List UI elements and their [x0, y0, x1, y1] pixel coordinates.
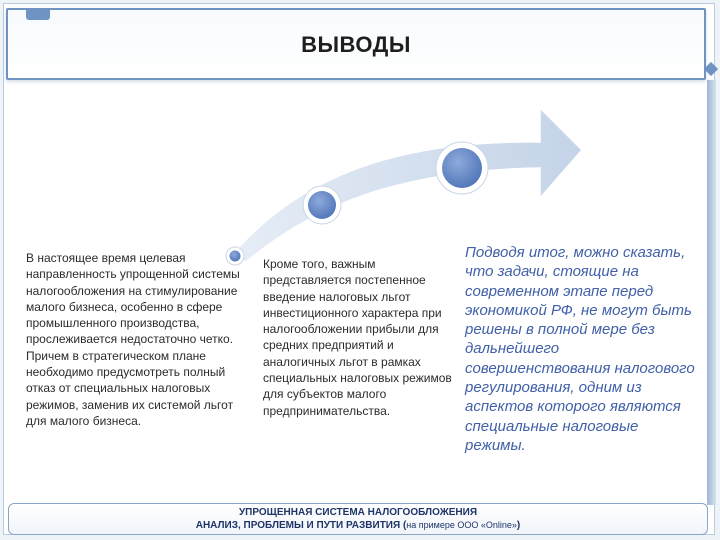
- curved-arrow-shape: [232, 108, 582, 262]
- conclusion-text-1: В настоящее время целевая направленность упрощенной системы налогообложения на стимулирование малого бизнеса, особенно в сфере промышленного производства, прослеживается недостаточно четко. Причем в стратегическом плане необходимо предусмотреть полный отказ от специальных налоговых режимов, заменив их системой льгот для малого бизнеса.: [26, 251, 240, 428]
- footer-subtitle-main: АНАЛИЗ, ПРОБЛЕМЫ И ПУТИ РАЗВИТИЯ: [195, 520, 401, 531]
- circle-icon: [442, 148, 482, 188]
- page-title: ВЫВОДЫ: [301, 32, 411, 57]
- arrow-point-2: [303, 186, 341, 224]
- conclusion-text-2: Кроме того, важным представляется постепенное введение налоговых льгот инвестиционного характера при налогообложении прибыли для средних предприятий и аналогичных льгот в рамках специальных налоговых режимов для субъектов малого предпринимательства.: [263, 257, 452, 418]
- footer-subtitle: [9, 519, 707, 532]
- circle-icon: [308, 191, 336, 219]
- footer-note: на примере ООО «Online»: [406, 520, 517, 530]
- conclusion-text-3: Подводя итог, можно сказать, что задачи, стоящие на современном этапе перед экономикой РФ, не могут быть решены в полной мере без дальнейшего совершенствования налогового регулирования, одним из аспектов которого являются специальные налоговые режимы.: [465, 244, 695, 454]
- footer-paren-open: (: [400, 520, 407, 531]
- footer-paren-close: ): [516, 520, 521, 531]
- arrow-point-3: [436, 142, 488, 194]
- footer-title: УПРОЩЕННАЯ СИСТЕМА НАЛОГООБЛОЖЕНИЯ: [238, 507, 478, 518]
- footer-banner: [8, 503, 708, 535]
